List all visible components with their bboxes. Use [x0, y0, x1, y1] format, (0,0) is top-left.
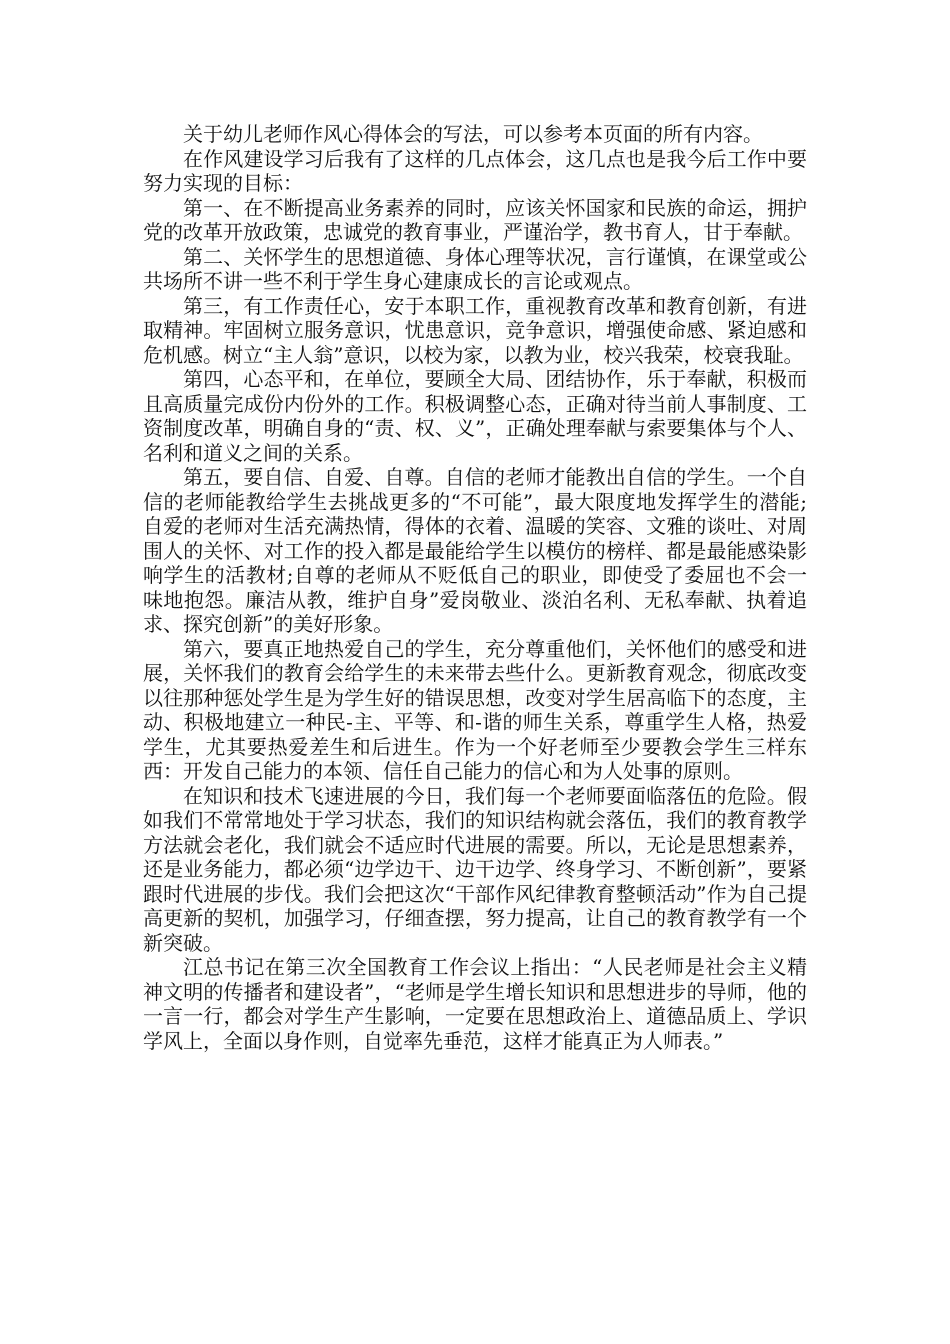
document-body	[143, 122, 807, 1053]
paragraph-point-2: 第二、关怀学生的思想道德、身体心理等状况，言行谨慎，在课堂或公共场所不讲一些不利于学生身心建康成长的言论或观点。	[143, 244, 807, 293]
paragraph-point-1: 第一、在不断提高业务素养的同时，应该关怀国家和民族的命运，拥护党的改革开放政策，忠诚党的教育事业，严谨治学，教书育人，甘于奉献。	[143, 195, 807, 244]
paragraph-point-5: 第五，要自信、自爱、自尊。自信的老师才能教出自信的学生。一个自信的老师能教给学生去挑战更多的“不可能”，最大限度地发挥学生的潜能;自爱的老师对生活充满热情，得体的衣着、温暖的笑容、文雅的谈吐、对周围人的关怀、对工作的投入都是最能给学生以模仿的榜样、都是最能感染影响学生的活教材;自尊的老师从不贬低自己的职业，即使受了委屈也不会一味地抱怨。廉洁从教，维护自身”爱岗敬业、淡泊名利、无私奉献、执着追求、探究创新”的美好形象。	[143, 465, 807, 636]
paragraph-intro: 关于幼儿老师作风心得体会的写法，可以参考本页面的所有内容。	[183, 122, 763, 146]
paragraph-point-3: 第三，有工作责任心，安于本职工作，重视教育改革和教育创新，有进取精神。牢固树立服务意识，忧患意识，竞争意识，增强使命感、紧迫感和危机感。树立“主人翁”意识，以校为家，以教为业，校兴我荣，校衰我耻。	[143, 293, 807, 367]
paragraph-point-6: 第六，要真正地热爱自己的学生，充分尊重他们，关怀他们的感受和进展，关怀我们的教育会给学生的未来带去些什么。更新教育观念，彻底改变以往那种惩处学生是为学生好的错误思想，改变对学生居高临下的态度，主动、积极地建立一种民-主、平等、和-谐的师生关系，尊重学生人格，热爱学生，尤其要热爱差生和后进生。作为一个好老师至少要教会学生三样东西：开发自己能力的本领、信任自己能力的信心和为人处事的原则。	[143, 636, 807, 783]
paragraph-learning: 在知识和技术飞速进展的今日，我们每一个老师要面临落伍的危险。假如我们不常常地处于学习状态，我们的知识结构就会落伍，我们的教育教学方法就会老化，我们就会不适应时代进展的需要。所以，无论是思想素养，还是业务能力，都必须“边学边干、边干边学、终身学习、不断创新”，要紧跟时代进展的步伐。我们会把这次“干部作风纪律教育整顿活动”作为自己提高更新的契机，加强学习，仔细查摆，努力提高，让自己的教育教学有一个新突破。	[143, 783, 807, 955]
paragraph-point-4: 第四，心态平和，在单位，要顾全大局、团结协作，乐于奉献，积极而且高质量完成份内份外的工作。积极调整心态，正确对待当前人事制度、工资制度改革，明确自身的“责、权、义”，正确处理奉献与索要集体与个人、名利和道义之间的关系。	[143, 367, 807, 465]
paragraph-quote: 江总书记在第三次全国教育工作会议上指出：“人民老师是社会主义精神文明的传播者和建设者”，“老师是学生增长知识和思想进步的导师，他的一言一行，都会对学生产生影响，一定要在思想政治上、道德品质上、学识学风上，全面以身作则，自觉率先垂范，这样才能真正为人师表。”	[143, 955, 807, 1053]
paragraph-overview: 在作风建设学习后我有了这样的几点体会，这几点也是我今后工作中要努力实现的目标：	[143, 146, 807, 195]
